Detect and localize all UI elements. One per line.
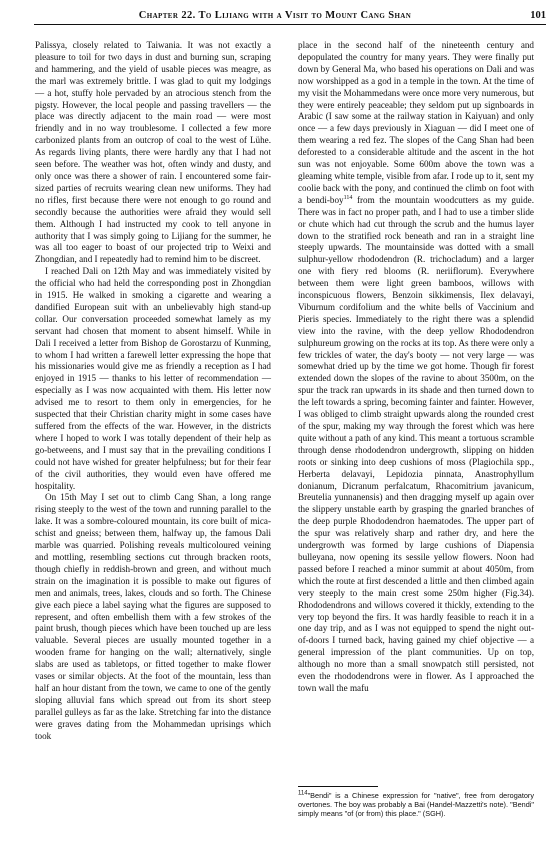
page-number: 101 xyxy=(530,10,546,21)
running-header xyxy=(34,10,546,25)
footnote xyxy=(298,791,534,819)
paragraph-text: place in the second half of the nineteenth century and depopulated the country for many years. They were finally put down by General Ma, who based his operations on Dali and was now worshipped as a god in a temple in the town. At the time of my visit the Mohammedans were once more very numerous, but they were entirely peaceable; they seldom put up signboards in Arabic (I saw some at the railway station in Kaiyuan) and only once — a few days previously in Xiaguan — did I meet one of them wearing a red fez. The slopes of the Cang Shan had been deforested to a considerable altitude and the ascent in the hot sun was not enjoyable. Some 600m above the town was a gleaming white temple, visible from afar. I rode up to it, sent my coolie back with the pony, and continued the climb on foot with a bendi-boy xyxy=(298,40,534,205)
footnote-rule xyxy=(298,786,378,787)
right-column xyxy=(298,40,534,695)
paragraph-text: from the mountain woodcutters as my guide. There was in fact no proper path, and I had to use a timber slide or chute which had cut through the scrub and the humus layer down to the stratified rock beneath and ran in a straight line steeply upwards. The mountainside was dotted with a small sulphur-yellow rhododendron (R. trichocladum) and a larger one with fiery red blooms (R. neriiflorum). Everywhere between them were light green bamboos, willows with inconspicuous flowers, Benzoin sikkimensis, Ilex delavayi, Viburnum cordifolium and the white bells of Vaccinium and Pieris species. Immediately to the right there was a splendid view into the ravine, with the deep yellow Rhododendron sulphureum growing on the rocks at its top. As there were only a few trickles of water, the day's booty — not very large — was somewhat dried up by the time we got home. Though fir forest extended down the slopes of the ravine to about 3500m, on the spur the track ran upwards in its shade and then turned down to the left towards a spring, becoming fainter and fainter. However, I was obliged to climb straight upwards along the rounded crest of the spur, making my way through the forest which was here quite without a path of any kind. This meant a tortuous scramble through dense rhododendron undergrowth, slipping on hidden roots or sinking into deep cushions of moss (Plagiochila spp., Herberta delavayi, Lepidozia pinnata, Anastrophyllum donianum, Dicranum perfalcatum, Rhacomitrium javanicum, Breutelia yunnanensis) and then dragging myself up again over the slippery unstable earth by grasping the gnarled branches of the deep purple Rhododendron haematodes. The upper part of the spur was relatively sharp and rather dry, and here the undergrowth was formed by large cushions of Diapensia bulleyana, now opening its sessile yellow flowers. Noon had passed before I reached a minor summit at about 4050m, from which the route at first descended a little and then climbed again very steeply to the main crest some 250m higher (Fig.34). Rhododendrons and willows covered it thickly, extending to the very top beyond the firs. It was hardly feasible to reach it in a one day trip, and as I was not equipped to spend the night out-of-doors I turned back, having gained my chief objective — a general impression of the plant communities. Up on top, although no more than a small snowpatch still persisted, not even the rhododendrons were in flower. As I approached the town wall the mafu xyxy=(298,194,534,693)
footnote-reference[interactable]: 114 xyxy=(343,194,353,201)
footnote-text: "Bendi" is a Chinese expression for "native", free from derogatory overtones. The boy was probably a Bai (Handel-Mazzetti's note). "Bendi" simply means "of (or from) this place." (SGH). xyxy=(298,791,534,819)
paragraph: I reached Dali on 12th May and was immediately visited by the official who had held the corresponding post in Zhongdian in 1915. He walked in smoking a cigarette and wearing a dandified European suit with an unbelievably high stand-up collar. Our conversation proceeded somewhat lamely as my servant had chosen that moment to absent himself. While in Dali I received a letter from Bishop de Gorostarzu of Kunming, to whom I had written a farewell letter expressing the hope that his missionaries would give me as friendly a reception as I had enjoyed in 1915 — thanks to his letter of recommendation — especially as I was now acquainted with them. His letter now advised me to resort to them only in emergencies, for he suspected that their Christian charity might in some cases have suffered from the effects of the war. However, in the districts where I hoped to work I was totally dependent of their help as go-betweens, and I must say that in the prevailing conditions I could not have wished for greater helpfulness; but for their fear of the civil authorities, they would even have offered me hospitality. xyxy=(35,266,271,491)
paragraph: On 15th May I set out to climb Cang Shan, a long range rising steeply to the west of the town and running parallel to the lake. It was a sombre-coloured mountain, its core built of mica-schist and gneiss; between them, halfway up, the famous Dali marble was quarried. Polishing reveals multicoloured veining and mottling, resembling sections cut through bracken roots, though chiefly in reddish-brown and green, and without much strain on the imagination it is possible to make out figures of men and animals, trees, lakes, clouds and so forth. The Chinese give each piece a label saying what the figures are supposed to represent, and often embellish them with a few strokes of the paint brush, though pieces which have been touched up are less valuable. Several pieces are usually mounted together in a wooden frame for hanging on the wall; alternatively, single slabs are used as tabletops, or fitted together to make flower vases or similar objects. At the foot of the mountain, less than half an hour distant from the town, we came to one of the gently sloping alluvial fans which spread out from its short steep parallel gulleys as far as the lake. Stretching far into the distance were graves dating from the Mohammedan uprisings which took xyxy=(35,492,271,741)
chapter-title: Chapter 22. To Lijiang with a Visit to Mount Cang Shan xyxy=(138,10,412,21)
footnote-marker: 114 xyxy=(298,790,308,797)
paragraph: Palissya, closely related to Taiwania. It was not exactly a pleasure to toil for two days in dust and burning sun, scraping and hammering, and the yield of usable pieces was meagre, as the marl was extremely brittle. I was glad to quit my lodgings — a hot, stuffy hole pervaded by an atrocious stench from the pigsty. However, the local people and passing travellers — the place was directly adjacent to the main road — were most friendly and in no way troublesome. I collected a few more carbonized plants from an outcrop of coal to the west of Lühe. As regards living plants, there were hardly any that I had not seen before. The weather was hot, often windy and dusty, and only once was there a shower of rain. I encountered some fair-sized parties of recruits wearing clean new uniforms. They had no rifles, first because there were not enough to go round and secondly because the authorities were afraid they would sell them. Although I had instructed my cook to tell anyone in authority that I was simply going to Lijiang for the summer, he was all too eager to boast of our projected trip to Weixi and Zhongdian, and I repeatedly had to remind him to be discreet. xyxy=(35,40,271,265)
left-column xyxy=(35,40,271,742)
paragraph xyxy=(298,40,534,695)
